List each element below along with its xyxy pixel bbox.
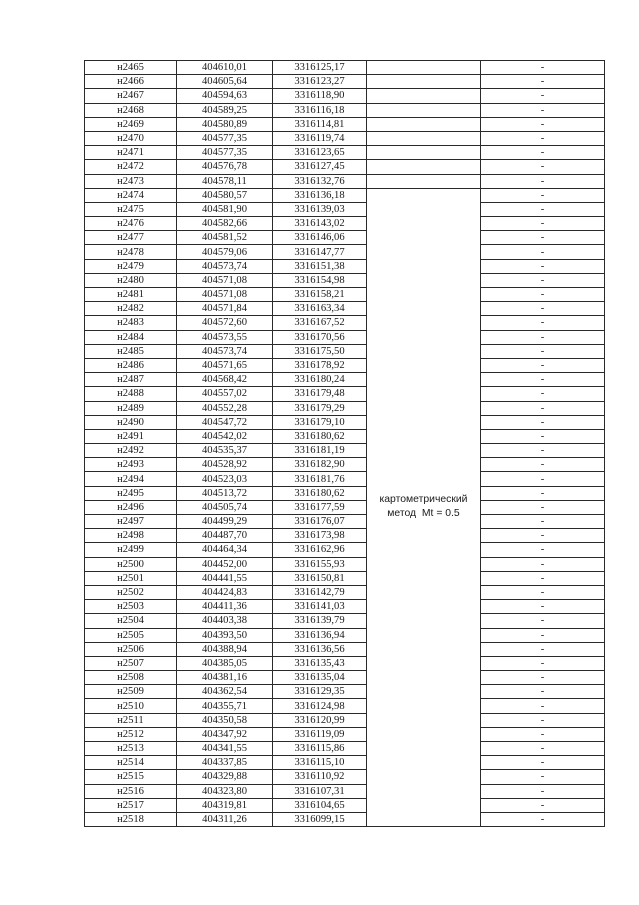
y-coordinate-cell: 3316099,15: [273, 812, 367, 826]
mark-cell: -: [481, 429, 605, 443]
mark-cell: -: [481, 259, 605, 273]
coordinates-table: [84, 60, 605, 827]
x-coordinate-cell: 404487,70: [177, 529, 273, 543]
mark-cell: -: [481, 614, 605, 628]
method-blank-cell: [367, 75, 481, 89]
table-row: [85, 387, 605, 401]
mark-cell: -: [481, 358, 605, 372]
point-id-cell: н2497: [85, 515, 177, 529]
y-coordinate-cell: 3316150,81: [273, 571, 367, 585]
mark-cell: -: [481, 628, 605, 642]
point-id-cell: н2506: [85, 642, 177, 656]
mark-cell: -: [481, 543, 605, 557]
y-coordinate-cell: 3316179,48: [273, 387, 367, 401]
x-coordinate-cell: 404557,02: [177, 387, 273, 401]
mark-cell: -: [481, 202, 605, 216]
point-id-cell: н2507: [85, 656, 177, 670]
y-coordinate-cell: 3316143,02: [273, 217, 367, 231]
x-coordinate-cell: 404573,74: [177, 344, 273, 358]
table-row: [85, 699, 605, 713]
mark-cell: -: [481, 472, 605, 486]
y-coordinate-cell: 3316163,34: [273, 302, 367, 316]
mark-cell: -: [481, 160, 605, 174]
point-id-cell: н2500: [85, 557, 177, 571]
y-coordinate-cell: 3316170,56: [273, 330, 367, 344]
x-coordinate-cell: 404582,66: [177, 217, 273, 231]
mark-cell: -: [481, 444, 605, 458]
x-coordinate-cell: 404581,52: [177, 231, 273, 245]
table-row: [85, 245, 605, 259]
x-coordinate-cell: 404535,37: [177, 444, 273, 458]
x-coordinate-cell: 404576,78: [177, 160, 273, 174]
method-blank-cell: [367, 174, 481, 188]
mark-cell: -: [481, 656, 605, 670]
point-id-cell: н2484: [85, 330, 177, 344]
x-coordinate-cell: 404605,64: [177, 75, 273, 89]
y-coordinate-cell: 3316139,03: [273, 202, 367, 216]
y-coordinate-cell: 3316154,98: [273, 273, 367, 287]
coordinates-sheet: [84, 60, 604, 827]
table-row: [85, 614, 605, 628]
y-coordinate-cell: 3316181,76: [273, 472, 367, 486]
mark-cell: -: [481, 401, 605, 415]
x-coordinate-cell: 404362,54: [177, 685, 273, 699]
y-coordinate-cell: 3316136,18: [273, 188, 367, 202]
y-coordinate-cell: 3316136,94: [273, 628, 367, 642]
y-coordinate-cell: 3316129,35: [273, 685, 367, 699]
y-coordinate-cell: 3316116,18: [273, 103, 367, 117]
table-row: [85, 515, 605, 529]
point-id-cell: н2501: [85, 571, 177, 585]
mark-cell: -: [481, 812, 605, 826]
y-coordinate-cell: 3316107,31: [273, 784, 367, 798]
x-coordinate-cell: 404337,85: [177, 756, 273, 770]
mark-cell: -: [481, 756, 605, 770]
mark-cell: -: [481, 89, 605, 103]
mark-cell: -: [481, 557, 605, 571]
x-coordinate-cell: 404579,06: [177, 245, 273, 259]
x-coordinate-cell: 404388,94: [177, 642, 273, 656]
table-row: [85, 770, 605, 784]
point-id-cell: н2491: [85, 429, 177, 443]
mark-cell: -: [481, 373, 605, 387]
point-id-cell: н2468: [85, 103, 177, 117]
x-coordinate-cell: 404411,36: [177, 600, 273, 614]
y-coordinate-cell: 3316110,92: [273, 770, 367, 784]
mark-cell: -: [481, 117, 605, 131]
point-id-cell: н2502: [85, 585, 177, 599]
point-id-cell: н2490: [85, 415, 177, 429]
table-row: [85, 529, 605, 543]
method-blank-cell: [367, 103, 481, 117]
point-id-cell: н2477: [85, 231, 177, 245]
x-coordinate-cell: 404403,38: [177, 614, 273, 628]
table-row: [85, 316, 605, 330]
y-coordinate-cell: 3316104,65: [273, 798, 367, 812]
point-id-cell: н2493: [85, 458, 177, 472]
y-coordinate-cell: 3316136,56: [273, 642, 367, 656]
y-coordinate-cell: 3316119,74: [273, 131, 367, 145]
mark-cell: -: [481, 500, 605, 514]
y-coordinate-cell: 3316162,96: [273, 543, 367, 557]
mark-cell: -: [481, 103, 605, 117]
point-id-cell: н2479: [85, 259, 177, 273]
point-id-cell: н2508: [85, 671, 177, 685]
point-id-cell: н2498: [85, 529, 177, 543]
point-id-cell: н2482: [85, 302, 177, 316]
mark-cell: -: [481, 316, 605, 330]
y-coordinate-cell: 3316158,21: [273, 288, 367, 302]
mark-cell: -: [481, 458, 605, 472]
x-coordinate-cell: 404499,29: [177, 515, 273, 529]
y-coordinate-cell: 3316147,77: [273, 245, 367, 259]
method-note-cell: [367, 188, 481, 826]
y-coordinate-cell: 3316178,92: [273, 358, 367, 372]
point-id-cell: н2470: [85, 131, 177, 145]
mark-cell: -: [481, 231, 605, 245]
table-row: [85, 160, 605, 174]
mark-cell: -: [481, 146, 605, 160]
coordinates-table-body: [85, 61, 605, 827]
y-coordinate-cell: 3316119,09: [273, 727, 367, 741]
table-row: [85, 742, 605, 756]
table-row: [85, 713, 605, 727]
point-id-cell: н2473: [85, 174, 177, 188]
y-coordinate-cell: 3316181,19: [273, 444, 367, 458]
mark-cell: -: [481, 302, 605, 316]
method-blank-cell: [367, 131, 481, 145]
x-coordinate-cell: 404573,74: [177, 259, 273, 273]
y-coordinate-cell: 3316179,29: [273, 401, 367, 415]
x-coordinate-cell: 404571,84: [177, 302, 273, 316]
table-row: [85, 585, 605, 599]
mark-cell: -: [481, 685, 605, 699]
point-id-cell: н2488: [85, 387, 177, 401]
x-coordinate-cell: 404385,05: [177, 656, 273, 670]
y-coordinate-cell: 3316151,38: [273, 259, 367, 273]
table-row: [85, 217, 605, 231]
table-row: [85, 685, 605, 699]
mark-cell: -: [481, 713, 605, 727]
point-id-cell: н2513: [85, 742, 177, 756]
mark-cell: -: [481, 600, 605, 614]
table-row: [85, 727, 605, 741]
x-coordinate-cell: 404505,74: [177, 500, 273, 514]
x-coordinate-cell: 404347,92: [177, 727, 273, 741]
y-coordinate-cell: 3316123,27: [273, 75, 367, 89]
table-row: [85, 259, 605, 273]
x-coordinate-cell: 404552,28: [177, 401, 273, 415]
point-id-cell: н2487: [85, 373, 177, 387]
mark-cell: -: [481, 742, 605, 756]
y-coordinate-cell: 3316124,98: [273, 699, 367, 713]
mark-cell: -: [481, 188, 605, 202]
table-row: [85, 600, 605, 614]
x-coordinate-cell: 404513,72: [177, 486, 273, 500]
x-coordinate-cell: 404571,08: [177, 273, 273, 287]
point-id-cell: н2514: [85, 756, 177, 770]
point-id-cell: н2504: [85, 614, 177, 628]
x-coordinate-cell: 404580,57: [177, 188, 273, 202]
table-row: [85, 812, 605, 826]
x-coordinate-cell: 404441,55: [177, 571, 273, 585]
y-coordinate-cell: 3316167,52: [273, 316, 367, 330]
table-row: [85, 543, 605, 557]
mark-cell: -: [481, 642, 605, 656]
mark-cell: -: [481, 486, 605, 500]
x-coordinate-cell: 404581,90: [177, 202, 273, 216]
x-coordinate-cell: 404578,11: [177, 174, 273, 188]
x-coordinate-cell: 404571,65: [177, 358, 273, 372]
table-row: [85, 642, 605, 656]
x-coordinate-cell: 404568,42: [177, 373, 273, 387]
mark-cell: -: [481, 727, 605, 741]
mark-cell: -: [481, 330, 605, 344]
table-row: [85, 103, 605, 117]
x-coordinate-cell: 404589,25: [177, 103, 273, 117]
method-note-line-2: метод Mt = 0.5: [387, 508, 460, 520]
point-id-cell: н2492: [85, 444, 177, 458]
table-row: [85, 131, 605, 145]
point-id-cell: н2505: [85, 628, 177, 642]
x-coordinate-cell: 404594,63: [177, 89, 273, 103]
point-id-cell: н2512: [85, 727, 177, 741]
point-id-cell: н2483: [85, 316, 177, 330]
point-id-cell: н2499: [85, 543, 177, 557]
y-coordinate-cell: 3316179,10: [273, 415, 367, 429]
mark-cell: -: [481, 131, 605, 145]
mark-cell: -: [481, 770, 605, 784]
table-row: [85, 415, 605, 429]
point-id-cell: н2511: [85, 713, 177, 727]
mark-cell: -: [481, 515, 605, 529]
x-coordinate-cell: 404464,34: [177, 543, 273, 557]
table-row: [85, 273, 605, 287]
x-coordinate-cell: 404329,88: [177, 770, 273, 784]
point-id-cell: н2515: [85, 770, 177, 784]
y-coordinate-cell: 3316182,90: [273, 458, 367, 472]
point-id-cell: н2467: [85, 89, 177, 103]
x-coordinate-cell: 404577,35: [177, 146, 273, 160]
mark-cell: -: [481, 245, 605, 259]
table-row: [85, 656, 605, 670]
table-row: [85, 500, 605, 514]
point-id-cell: н2465: [85, 61, 177, 75]
y-coordinate-cell: 3316176,07: [273, 515, 367, 529]
table-row: [85, 557, 605, 571]
table-row: [85, 671, 605, 685]
point-id-cell: н2469: [85, 117, 177, 131]
table-row: [85, 344, 605, 358]
y-coordinate-cell: 3316146,06: [273, 231, 367, 245]
point-id-cell: н2485: [85, 344, 177, 358]
mark-cell: -: [481, 61, 605, 75]
x-coordinate-cell: 404547,72: [177, 415, 273, 429]
x-coordinate-cell: 404341,55: [177, 742, 273, 756]
y-coordinate-cell: 3316177,59: [273, 500, 367, 514]
mark-cell: -: [481, 75, 605, 89]
y-coordinate-cell: 3316139,79: [273, 614, 367, 628]
point-id-cell: н2481: [85, 288, 177, 302]
method-blank-cell: [367, 160, 481, 174]
point-id-cell: н2509: [85, 685, 177, 699]
table-row: [85, 458, 605, 472]
table-row: [85, 202, 605, 216]
x-coordinate-cell: 404393,50: [177, 628, 273, 642]
table-row: [85, 373, 605, 387]
x-coordinate-cell: 404542,02: [177, 429, 273, 443]
x-coordinate-cell: 404528,92: [177, 458, 273, 472]
point-id-cell: н2475: [85, 202, 177, 216]
mark-cell: -: [481, 387, 605, 401]
mark-cell: -: [481, 273, 605, 287]
point-id-cell: н2476: [85, 217, 177, 231]
mark-cell: -: [481, 585, 605, 599]
x-coordinate-cell: 404610,01: [177, 61, 273, 75]
y-coordinate-cell: 3316173,98: [273, 529, 367, 543]
y-coordinate-cell: 3316120,99: [273, 713, 367, 727]
mark-cell: -: [481, 784, 605, 798]
x-coordinate-cell: 404355,71: [177, 699, 273, 713]
table-row: [85, 571, 605, 585]
x-coordinate-cell: 404350,58: [177, 713, 273, 727]
y-coordinate-cell: 3316123,65: [273, 146, 367, 160]
x-coordinate-cell: 404523,03: [177, 472, 273, 486]
point-id-cell: н2474: [85, 188, 177, 202]
y-coordinate-cell: 3316125,17: [273, 61, 367, 75]
x-coordinate-cell: 404319,81: [177, 798, 273, 812]
point-id-cell: н2466: [85, 75, 177, 89]
table-row: [85, 429, 605, 443]
x-coordinate-cell: 404381,16: [177, 671, 273, 685]
x-coordinate-cell: 404580,89: [177, 117, 273, 131]
table-row: [85, 472, 605, 486]
point-id-cell: н2494: [85, 472, 177, 486]
x-coordinate-cell: 404424,83: [177, 585, 273, 599]
table-row: [85, 146, 605, 160]
y-coordinate-cell: 3316155,93: [273, 557, 367, 571]
y-coordinate-cell: 3316142,79: [273, 585, 367, 599]
point-id-cell: н2472: [85, 160, 177, 174]
mark-cell: -: [481, 571, 605, 585]
mark-cell: -: [481, 699, 605, 713]
point-id-cell: н2478: [85, 245, 177, 259]
mark-cell: -: [481, 671, 605, 685]
method-blank-cell: [367, 146, 481, 160]
y-coordinate-cell: 3316180,24: [273, 373, 367, 387]
method-blank-cell: [367, 117, 481, 131]
mark-cell: -: [481, 798, 605, 812]
table-row: [85, 628, 605, 642]
point-id-cell: н2471: [85, 146, 177, 160]
table-row: [85, 486, 605, 500]
point-id-cell: н2495: [85, 486, 177, 500]
method-blank-cell: [367, 61, 481, 75]
x-coordinate-cell: 404323,80: [177, 784, 273, 798]
mark-cell: -: [481, 288, 605, 302]
table-row: [85, 302, 605, 316]
point-id-cell: н2480: [85, 273, 177, 287]
table-row: [85, 358, 605, 372]
point-id-cell: н2517: [85, 798, 177, 812]
y-coordinate-cell: 3316141,03: [273, 600, 367, 614]
x-coordinate-cell: 404572,60: [177, 316, 273, 330]
table-row: [85, 798, 605, 812]
table-row: [85, 89, 605, 103]
table-row: [85, 117, 605, 131]
table-row: [85, 75, 605, 89]
point-id-cell: н2516: [85, 784, 177, 798]
point-id-cell: н2503: [85, 600, 177, 614]
y-coordinate-cell: 3316115,10: [273, 756, 367, 770]
mark-cell: -: [481, 344, 605, 358]
mark-cell: -: [481, 529, 605, 543]
y-coordinate-cell: 3316118,90: [273, 89, 367, 103]
mark-cell: -: [481, 174, 605, 188]
y-coordinate-cell: 3316127,45: [273, 160, 367, 174]
table-row: [85, 401, 605, 415]
point-id-cell: н2518: [85, 812, 177, 826]
table-row: [85, 330, 605, 344]
x-coordinate-cell: 404311,26: [177, 812, 273, 826]
table-row: [85, 61, 605, 75]
y-coordinate-cell: 3316135,43: [273, 656, 367, 670]
point-id-cell: н2510: [85, 699, 177, 713]
y-coordinate-cell: 3316132,76: [273, 174, 367, 188]
x-coordinate-cell: 404573,55: [177, 330, 273, 344]
y-coordinate-cell: 3316175,50: [273, 344, 367, 358]
table-row: [85, 756, 605, 770]
y-coordinate-cell: 3316180,62: [273, 486, 367, 500]
x-coordinate-cell: 404571,08: [177, 288, 273, 302]
method-blank-cell: [367, 89, 481, 103]
method-note-line-1: картометрический: [379, 494, 468, 506]
mark-cell: -: [481, 217, 605, 231]
x-coordinate-cell: 404452,00: [177, 557, 273, 571]
x-coordinate-cell: 404577,35: [177, 131, 273, 145]
y-coordinate-cell: 3316114,81: [273, 117, 367, 131]
point-id-cell: н2486: [85, 358, 177, 372]
table-row: [85, 444, 605, 458]
y-coordinate-cell: 3316135,04: [273, 671, 367, 685]
y-coordinate-cell: 3316180,62: [273, 429, 367, 443]
table-row: [85, 174, 605, 188]
table-row: [85, 188, 605, 202]
point-id-cell: н2489: [85, 401, 177, 415]
table-row: [85, 784, 605, 798]
mark-cell: -: [481, 415, 605, 429]
y-coordinate-cell: 3316115,86: [273, 742, 367, 756]
table-row: [85, 288, 605, 302]
point-id-cell: н2496: [85, 500, 177, 514]
table-row: [85, 231, 605, 245]
